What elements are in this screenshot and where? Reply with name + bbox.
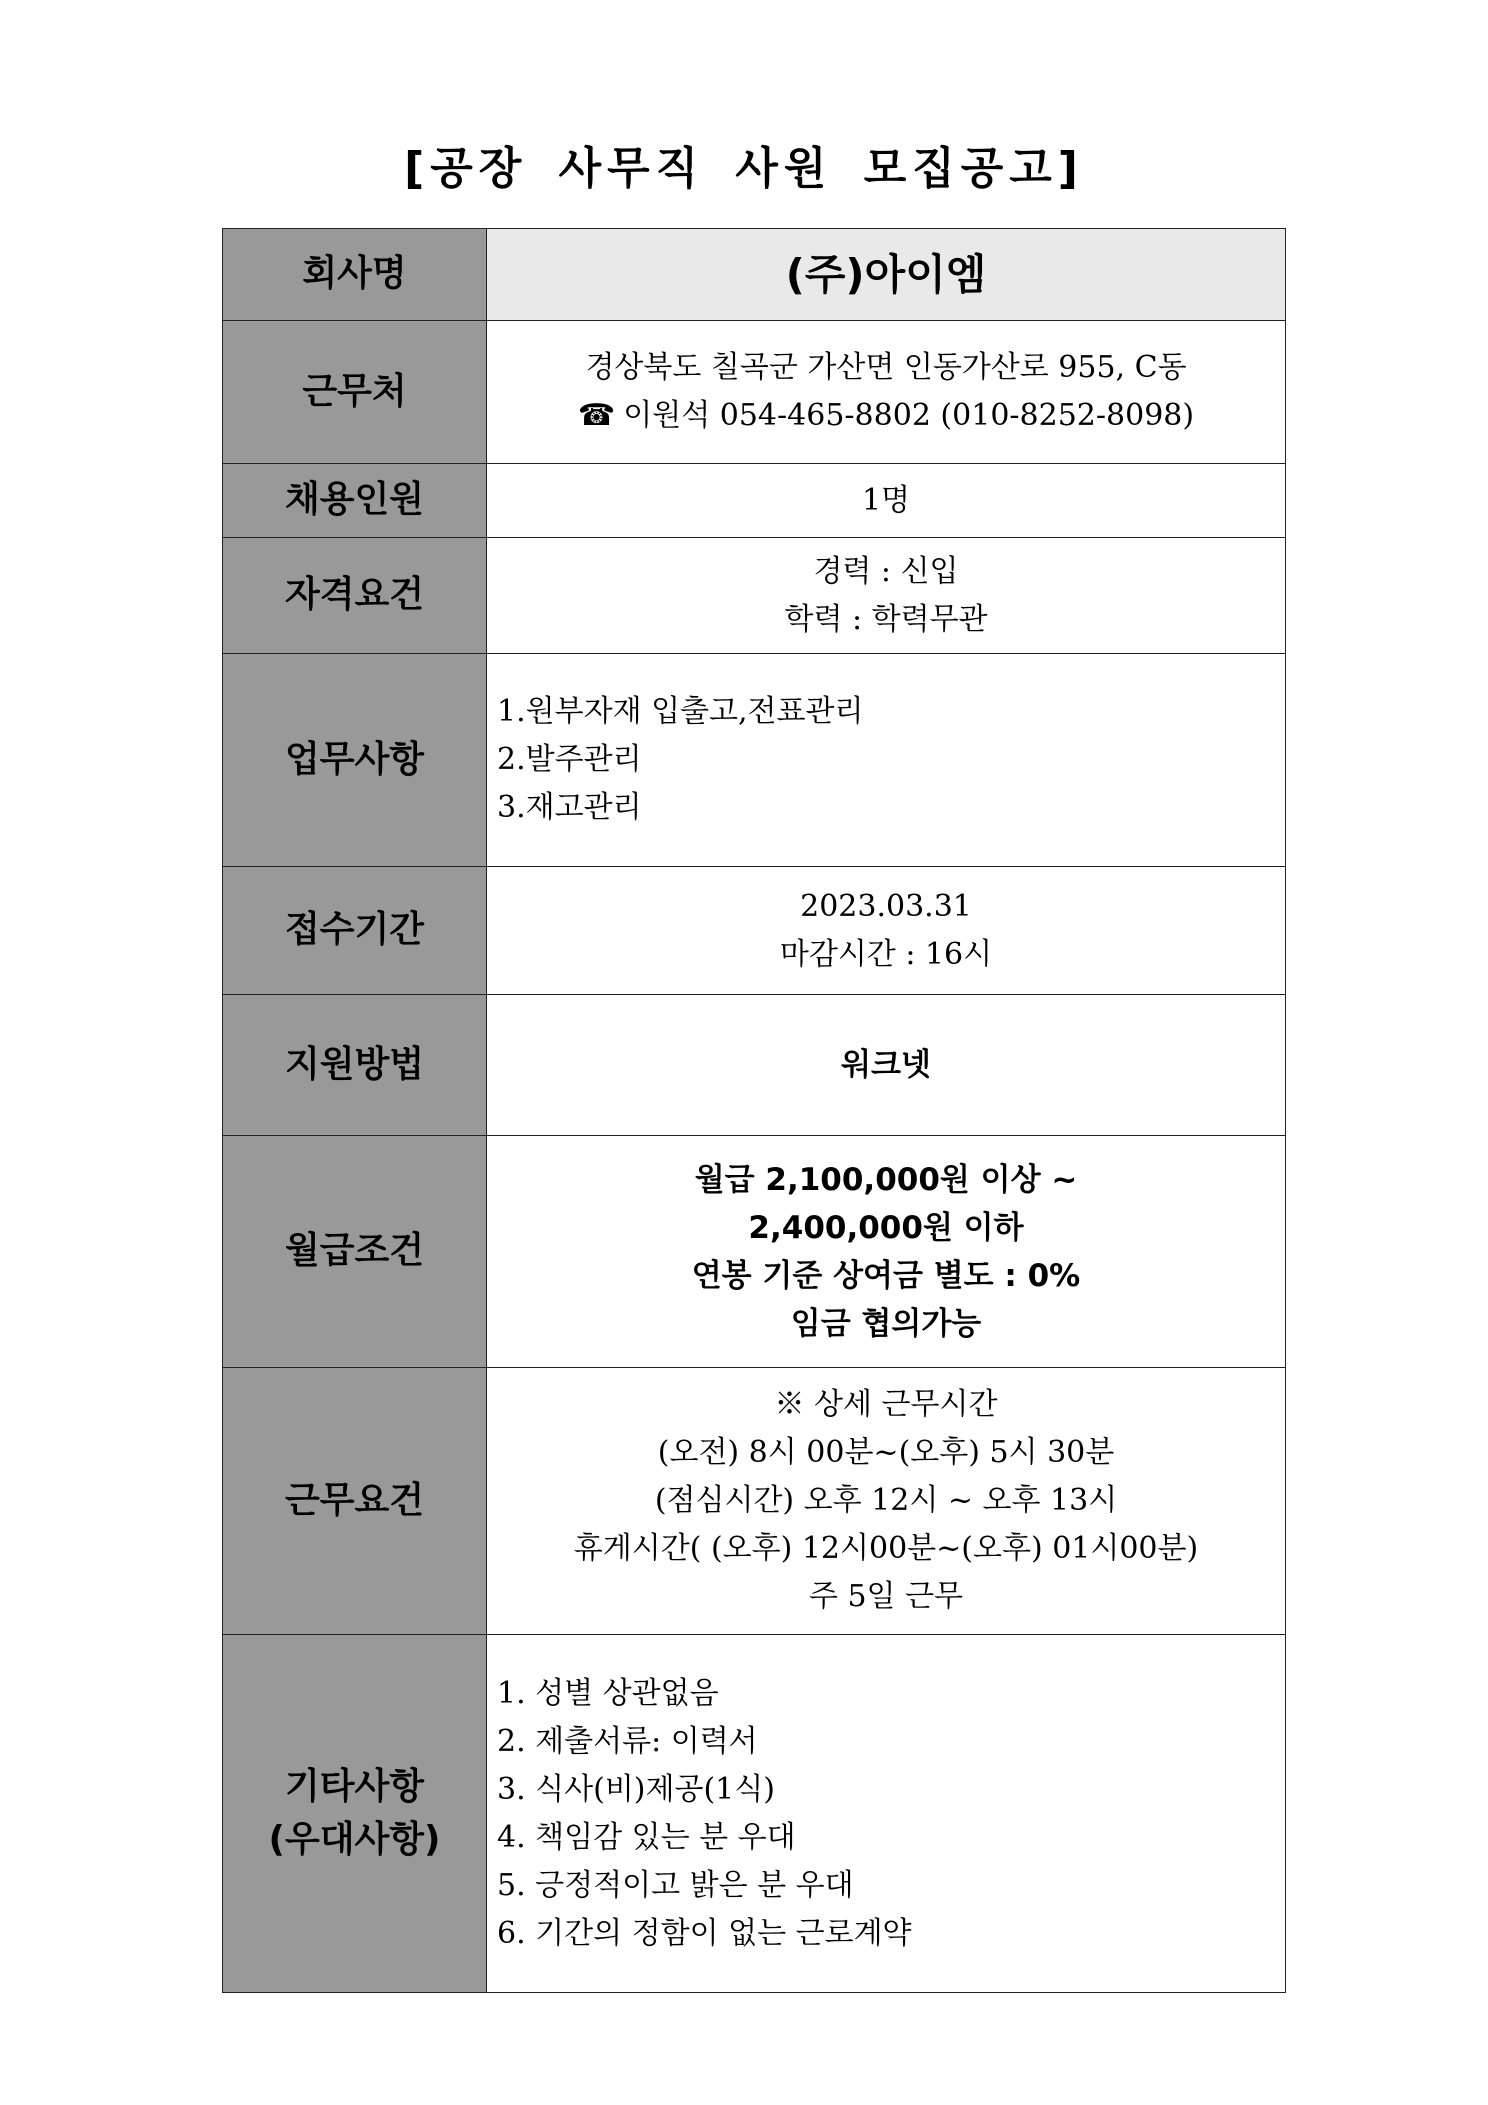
other-item: 2. 제출서류: 이력서 [497, 1723, 758, 1759]
value-company: (주)아이엠 [487, 229, 1286, 321]
condition-line: 주 5일 근무 [808, 1579, 964, 1614]
condition-line: (점심시간) 오후 12시 ~ 오후 13시 [654, 1483, 1118, 1518]
other-item: 3. 식사(비)제공(1식) [497, 1771, 775, 1807]
label-qualification: 자격요건 [223, 538, 487, 654]
condition-line: 휴게시간( (오후) 12시00분~(오후) 01시00분) [573, 1531, 1199, 1566]
value-workplace [487, 321, 1286, 464]
salary-line: 연봉 기준 상여금 별도 : 0% [691, 1257, 1081, 1294]
duty-item: 2.발주관리 [497, 742, 642, 777]
row-workplace [223, 321, 1286, 464]
value-period [487, 867, 1286, 995]
other-item: 1. 성별 상관없음 [497, 1675, 719, 1711]
qualification-line: 경력 : 신입 [813, 553, 959, 589]
other-item: 6. 기간의 정함이 없는 근로계약 [497, 1915, 912, 1951]
row-salary [223, 1136, 1286, 1368]
label-others-line: (우대사항) [268, 1818, 441, 1860]
period-deadline: 마감시간 : 16시 [779, 936, 993, 972]
value-headcount: 1명 [487, 464, 1286, 538]
row-duties [223, 654, 1286, 867]
row-company [223, 229, 1286, 321]
label-others-line: 기타사항 [284, 1766, 425, 1808]
job-posting-table [222, 228, 1286, 1993]
row-headcount [223, 464, 1286, 538]
row-method [223, 995, 1286, 1136]
row-conditions [223, 1368, 1286, 1635]
row-others [223, 1635, 1286, 1993]
value-others [487, 1635, 1286, 1993]
salary-line: 임금 협의가능 [790, 1305, 982, 1342]
duty-item: 1.원부자재 입출고,전표관리 [497, 694, 864, 729]
value-duties [487, 654, 1286, 867]
label-conditions: 근무요건 [223, 1368, 487, 1635]
duty-item: 3.재고관리 [497, 790, 642, 825]
page-title: [공장 사무직 사원 모집공고] [404, 143, 1084, 194]
qualification-line: 학력 : 학력무관 [784, 601, 988, 637]
condition-line: (오전) 8시 00분~(오후) 5시 30분 [657, 1435, 1115, 1470]
label-headcount: 채용인원 [223, 464, 487, 538]
salary-line: 2,400,000원 이하 [748, 1209, 1024, 1246]
value-conditions [487, 1368, 1286, 1635]
condition-line: ※ 상세 근무시간 [774, 1387, 998, 1422]
label-workplace: 근무처 [223, 321, 487, 464]
value-salary [487, 1136, 1286, 1368]
row-period [223, 867, 1286, 995]
label-others [223, 1635, 487, 1993]
period-date: 2023.03.31 [800, 888, 972, 924]
row-qualification [223, 538, 1286, 654]
workplace-contact-line [487, 392, 1285, 440]
other-item: 4. 책임감 있는 분 우대 [497, 1819, 796, 1855]
value-qualification [487, 538, 1286, 654]
label-method: 지원방법 [223, 995, 487, 1136]
other-item: 5. 긍정적이고 밝은 분 우대 [497, 1867, 854, 1903]
label-period: 접수기간 [223, 867, 487, 995]
value-method: 워크넷 [487, 995, 1286, 1136]
phone-icon: ☎ [577, 398, 616, 433]
label-company: 회사명 [223, 229, 487, 321]
workplace-contact: 이원석 054-465-8802 (010-8252-8098) [623, 398, 1195, 433]
label-duties: 업무사항 [223, 654, 487, 867]
label-salary: 월급조건 [223, 1136, 487, 1368]
workplace-address: 경상북도 칠곡군 가산면 인동가산로 955, C동 [585, 350, 1187, 385]
salary-line: 월급 2,100,000원 이상 ~ [694, 1161, 1078, 1198]
